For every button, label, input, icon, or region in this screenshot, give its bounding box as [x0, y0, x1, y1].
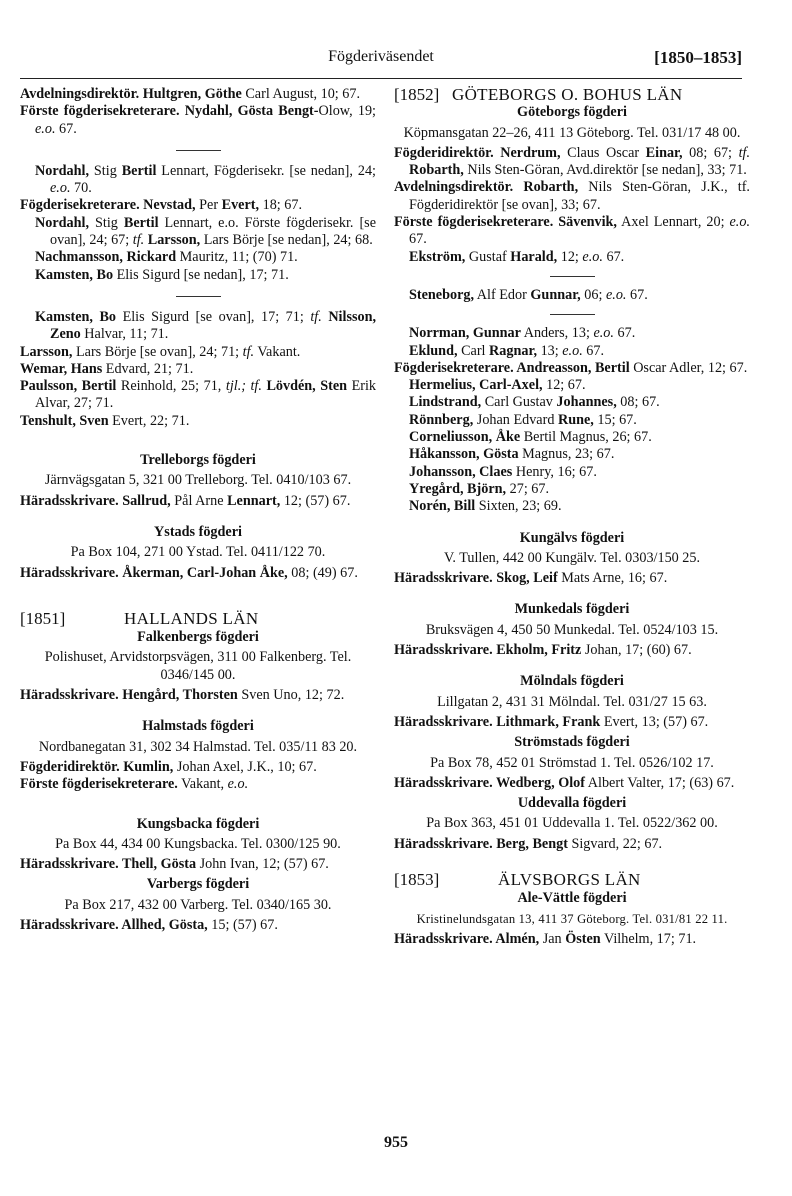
entry-name: Lövdén, Sten [261, 378, 348, 395]
entry-text: 18; 67. [259, 197, 303, 214]
entry-name: Häradsskrivare. Sallrud, [20, 492, 171, 509]
entry-text: Evert, 22; 71. [108, 412, 190, 429]
entry-text: 08; 67; [682, 144, 739, 161]
entry-name: Nachmansson, Rickard [35, 249, 177, 266]
entry-name: Yregård, Björn, [409, 480, 507, 497]
entries-block [20, 687, 376, 704]
entry-name: Norén, Bill [409, 498, 476, 515]
section-address: Nordbanegatan 31, 302 34 Halmstad. Tel. 035/11 83 20. [38, 738, 358, 755]
entry-text: Erik Alvar, 27; 71. [35, 378, 376, 412]
register-entry [394, 412, 750, 429]
register-entry [394, 714, 750, 731]
register-entry [394, 642, 750, 659]
entry-text: Elis Sigurd [se nedan], 17; 71. [113, 266, 289, 283]
entry-text: 67. [602, 248, 625, 265]
entry-text: Anders, 13; [520, 325, 594, 342]
county-number: [1853] [394, 869, 440, 889]
entry-name: Hermelius, Carl-Axel, [409, 377, 543, 394]
entry-name: Johansson, Claes [409, 463, 513, 480]
entry-name: Tenshult, Sven [20, 412, 109, 429]
entry-text: Albert Valter, 17; (63) 67. [585, 774, 735, 791]
entry-name: Johannes, [556, 394, 617, 411]
entry-abbrev: tjl.; tf. [225, 378, 262, 395]
section-address: Järnvägsgatan 5, 321 00 Trelleborg. Tel. 0410/103 67. [44, 472, 352, 489]
entry-name: Nilsson, Zeno [50, 308, 377, 343]
entry-name: Norrman, Gunnar [409, 325, 521, 342]
entry-text: Carl [457, 342, 490, 359]
entry-name: Larsson, [20, 343, 73, 360]
entry-text: 67. [582, 342, 605, 359]
register-entry [20, 565, 376, 582]
entry-text: Sixten, 23; 69. [475, 498, 562, 515]
entry-text: Claus Oscar [560, 144, 646, 161]
entries-block [20, 309, 376, 430]
entry-abbrev: e.o. [605, 286, 627, 303]
register-entry [20, 856, 376, 873]
section-address: Pa Box 44, 434 00 Kungsbacka. Tel. 0300/125 90. [55, 835, 341, 852]
entry-name: Fögderisekreterare. Andreasson, Bertil [394, 359, 630, 376]
county-heading [394, 871, 750, 888]
entry-text: 06; [580, 286, 606, 303]
entry-name: Häradsskrivare. Allhed, Gösta, [20, 916, 208, 933]
register-entry [394, 214, 750, 249]
entry-abbrev: e.o. [50, 180, 71, 197]
entry-name: Einar, [645, 144, 683, 161]
entry-text: Axel Lennart, 20; [616, 214, 730, 231]
page-header [20, 48, 742, 72]
entries-block [394, 931, 750, 948]
entry-name: Häradsskrivare. Wedberg, Olof [394, 774, 586, 791]
section-heading: Varbergs fögderi [146, 876, 250, 893]
entry-name: Lindstrand, [409, 394, 482, 411]
entry-name: Eklund, [409, 342, 458, 359]
entry-text: Reinhold, 25; 71, [116, 378, 226, 395]
running-title: Fögderiväsendet [328, 48, 434, 65]
section-heading: Kungsbacka fögderi [136, 815, 260, 832]
section-address: Bruksvägen 4, 450 50 Munkedal. Tel. 0524/103 15. [425, 621, 719, 638]
register-entry [394, 249, 750, 266]
entry-text: Gustaf [465, 248, 511, 265]
entry-text: 67. [409, 231, 427, 248]
section-heading: Munkedals fögderi [514, 601, 630, 618]
register-entry [20, 267, 376, 284]
register-entry [20, 103, 376, 138]
register-entry [20, 163, 376, 198]
section-address: Köpmansgatan 22–26, 411 13 Göteborg. Tel. 031/17 48 00. [403, 124, 741, 141]
section-heading: Trelleborgs fögderi [140, 452, 256, 469]
entries-block [20, 86, 376, 138]
entry-text: Magnus, 23; 67. [518, 446, 615, 463]
county-heading [394, 86, 750, 103]
entries-block [20, 493, 376, 510]
entry-name: Paulsson, Bertil [20, 378, 117, 395]
section-address: Pa Box 217, 432 00 Varberg. Tel. 0340/165 30. [64, 896, 332, 913]
entry-text: Mats Arne, 16; 67. [557, 570, 668, 587]
entry-abbrev: tf. [242, 343, 255, 360]
section-heading: Göteborgs fögderi [517, 104, 627, 121]
county-number: [1852] [394, 85, 440, 104]
register-entry [394, 481, 750, 498]
entry-text: Stig [89, 214, 124, 231]
entries-block [394, 325, 750, 515]
entry-abbrev: tf. [132, 232, 145, 249]
entry-abbrev: e.o. [729, 214, 750, 231]
entry-name: Lennart, [227, 492, 281, 509]
entry-text: Stig [89, 162, 122, 179]
entry-text: 13; [537, 342, 563, 359]
section-heading: Strömstads fögderi [514, 734, 630, 751]
entry-text: Johan Axel, J.K., 10; 67. [173, 758, 317, 775]
entry-text: Vakant, [177, 776, 228, 793]
entry-name: Häradsskrivare. Almén, [394, 930, 540, 947]
entry-text: 15; 67. [593, 411, 637, 428]
entries-block [394, 836, 750, 853]
entry-text: Bertil Magnus, 26; 67. [520, 429, 652, 446]
entry-name: Kamsten, Bo [35, 308, 117, 325]
entry-name: Häradsskrivare. Berg, Bengt [394, 835, 568, 852]
register-entry [20, 776, 376, 793]
entry-name: Nordahl, [35, 162, 89, 179]
divider [176, 296, 221, 297]
entry-text: Oscar Adler, 12; 67. [629, 359, 748, 376]
register-entry [20, 309, 376, 344]
entry-name: Häradsskrivare. Hengård, Thorsten [20, 687, 238, 704]
register-entry [394, 931, 750, 948]
entry-text: 70. [70, 180, 92, 197]
county-name: ÄLVSBORGS LÄN [498, 869, 641, 889]
entry-text: 67. [626, 286, 648, 303]
entry-text: Carl August, 10; 67. [241, 86, 361, 102]
entry-name: Håkansson, Gösta [409, 446, 519, 463]
register-entry [394, 287, 750, 304]
register-entry [394, 836, 750, 853]
section-heading: Kungälvs fögderi [519, 529, 625, 546]
register-entry [20, 759, 376, 776]
register-entry [20, 687, 376, 704]
section-address: Lillgatan 2, 431 31 Mölndal. Tel. 031/27 15 63. [437, 693, 707, 710]
register-entry [20, 361, 376, 378]
entry-name: Rune, [557, 411, 594, 428]
entry-name: Steneborg, [409, 286, 475, 303]
entry-text: Halvar, 11; 71. [80, 326, 169, 343]
entry-text: 27; 67. [506, 480, 550, 497]
entries-block [20, 565, 376, 582]
entries-block [394, 775, 750, 792]
register-entry [394, 145, 750, 180]
entry-text: 12; [557, 248, 583, 265]
divider [550, 276, 595, 277]
entry-name: Häradsskrivare. Åkerman, Carl-Johan Åke, [20, 564, 288, 581]
entry-name: Fögderisekreterare. Nevstad, [20, 197, 196, 214]
entry-text: 12; 67. [542, 377, 586, 394]
entry-name: Gunnar, [530, 286, 581, 303]
entry-name: Avdelningsdirektör. Hultgren, Göthe [20, 86, 242, 102]
entry-name: Robarth, [409, 162, 464, 179]
entry-name: Fögderidirektör. Nerdrum, [394, 144, 561, 161]
entry-text: Vilhelm, 17; 71. [600, 930, 697, 947]
section-heading: Falkenbergs fögderi [137, 629, 259, 646]
entries-block [394, 570, 750, 587]
running-range: [1850–1853] [654, 48, 742, 67]
entry-name: Bertil [121, 162, 157, 179]
entry-text: Carl Gustav [481, 394, 557, 411]
entry-text: Sven Uno, 12; 72. [237, 687, 345, 704]
section-address: Polishuset, Arvidstorpsvägen, 311 00 Falkenberg. Tel. 0346/145 00. [44, 649, 352, 683]
register-entry [394, 498, 750, 515]
entry-text: Jan [539, 930, 566, 947]
entry-text: Lennart, Fögderisekr. [se nedan], 24; [156, 162, 377, 179]
entry-name: Förste fögderisekreterare. Sävenvik, [394, 214, 617, 231]
register-entry [20, 378, 376, 413]
entry-name: Häradsskrivare. Thell, Gösta [20, 856, 197, 873]
register-entry [394, 179, 750, 214]
entry-name: Ragnar, [489, 342, 538, 359]
register-entry [20, 493, 376, 510]
page-number: 955 [384, 1134, 408, 1151]
section-address: Pa Box 78, 452 01 Strömstad 1. Tel. 0526/102 17. [430, 754, 714, 771]
entry-name: Ekström, [409, 248, 466, 265]
register-entry [20, 86, 376, 103]
register-entry [20, 917, 376, 934]
section-heading: Mölndals fögderi [520, 673, 624, 690]
entry-text: 08; (49) 67. [287, 564, 358, 581]
entry-name: Kamsten, Bo [35, 266, 114, 283]
register-entry [394, 446, 750, 463]
entry-abbrev: e.o. [562, 342, 583, 359]
entry-name: Förste fögderisekreterare. Nydahl, Gösta Bengt- [20, 103, 319, 120]
entry-text: Johan Edvard [473, 411, 558, 428]
entry-name: Harald, [510, 248, 558, 265]
entry-text: Elis Sigurd [se ovan], 17; 71; [116, 308, 311, 325]
register-entry [394, 377, 750, 394]
entry-text: 08; 67. [616, 394, 660, 411]
entry-text: Lennart, e.o. Förste fögderisekr. [se ovan], 24; 67; [50, 214, 377, 249]
register-entry [394, 464, 750, 481]
entry-text: Per [195, 197, 222, 214]
entry-name: Wemar, Hans [20, 360, 103, 377]
entry-text: Evert, 13; (57) 67. [600, 713, 709, 730]
entry-abbrev: e.o. [35, 120, 56, 137]
divider [176, 150, 221, 151]
entries-block [20, 163, 376, 284]
entry-text: Lars Börje [se ovan], 24; 71; [72, 343, 243, 360]
entry-text: Lars Börje [se nedan], 24; 68. [200, 232, 373, 249]
divider [550, 314, 595, 315]
entry-text: Mauritz, 11; (70) 71. [176, 249, 298, 266]
entry-name: Häradsskrivare. Ekholm, Fritz [394, 642, 582, 659]
register-entry [20, 413, 376, 430]
entry-abbrev: e.o. [593, 325, 614, 342]
header-rule [20, 78, 742, 79]
entry-name: Rönnberg, [409, 411, 474, 428]
entries-block [394, 714, 750, 731]
entry-name: Corneliusson, Åke [409, 429, 521, 446]
section-heading: Halmstads fögderi [142, 718, 254, 735]
county-name: GÖTEBORGS O. BOHUS LÄN [452, 85, 683, 104]
entries-block [20, 917, 376, 934]
entry-abbrev: tf. [738, 144, 751, 161]
section-heading: Uddevalla fögderi [517, 795, 627, 812]
entry-text: Johan, 17; (60) 67. [581, 642, 692, 659]
entry-name: Nordahl, [35, 214, 89, 231]
register-entry [20, 344, 376, 361]
section-address: Pa Box 104, 271 00 Ystad. Tel. 0411/122 70. [70, 544, 326, 561]
entry-text: Nils Sten-Göran, Avd.direktör [se nedan], 33; 71. [463, 162, 747, 179]
entry-text: Alf Edor [474, 286, 531, 303]
entry-text: Nils Sten-Göran, J.K., tf. Fögderidirektör [se ovan], 33; 67. [409, 179, 750, 213]
entry-name: Häradsskrivare. Skog, Leif [394, 570, 558, 587]
entry-name: Bertil [123, 214, 159, 231]
entry-name: Evert, [221, 197, 260, 214]
entry-text: Vakant. [254, 343, 301, 360]
entry-abbrev: e.o. [227, 776, 249, 793]
register-entry [20, 249, 376, 266]
entry-text: Henry, 16; 67. [512, 463, 597, 480]
section-address: Pa Box 363, 451 01 Uddevalla 1. Tel. 0522/362 00. [426, 815, 718, 832]
entries-block [20, 759, 376, 794]
register-entry [20, 197, 376, 214]
county-name: HALLANDS LÄN [124, 608, 259, 628]
right-column [394, 86, 750, 948]
register-entry [20, 215, 376, 250]
entry-name: Fögderidirektör. Kumlin, [20, 758, 174, 775]
register-entry [394, 429, 750, 446]
entry-name: Larsson, [144, 232, 201, 249]
register-entry [394, 325, 750, 342]
entry-abbrev: e.o. [582, 248, 603, 265]
entries-block [394, 642, 750, 659]
entry-text: Edvard, 21; 71. [102, 360, 194, 377]
entry-text: Sigvard, 22; 67. [567, 835, 663, 852]
section-heading: Ystads fögderi [154, 523, 242, 540]
register-entry [394, 343, 750, 360]
entry-text: Pål Arne [170, 492, 228, 509]
section-heading: Ale-Vättle fögderi [517, 890, 627, 907]
section-address: Kristinelundsgatan 13, 411 37 Göteborg. Tel. 031/81 22 11. [416, 911, 728, 926]
entry-name: Häradsskrivare. Lithmark, Frank [394, 713, 601, 730]
entry-text: 15; (57) 67. [207, 916, 278, 933]
entry-name: Avdelningsdirektör. Robarth, [394, 179, 579, 196]
entry-text: 12; (57) 67. [280, 492, 351, 509]
entries-block [394, 145, 750, 266]
left-column [20, 86, 376, 934]
register-entry [394, 360, 750, 377]
entry-text: 67. [55, 120, 77, 137]
register-entry [394, 775, 750, 792]
entry-abbrev: tf. [310, 308, 322, 325]
entry-name: Förste fögderisekreterare. [20, 776, 178, 793]
county-heading [20, 610, 376, 627]
section-address: V. Tullen, 442 00 Kungälv. Tel. 0303/150 25. [443, 549, 701, 566]
entry-text: 67. [613, 325, 636, 342]
county-number: [1851] [20, 608, 66, 628]
entry-text: Olow, 19; [318, 103, 376, 120]
entries-block [394, 287, 750, 304]
register-entry [394, 394, 750, 411]
entry-text: John Ivan, 12; (57) 67. [196, 856, 329, 873]
register-entry [394, 570, 750, 587]
entry-name: Östen [565, 930, 601, 947]
entries-block [20, 856, 376, 873]
